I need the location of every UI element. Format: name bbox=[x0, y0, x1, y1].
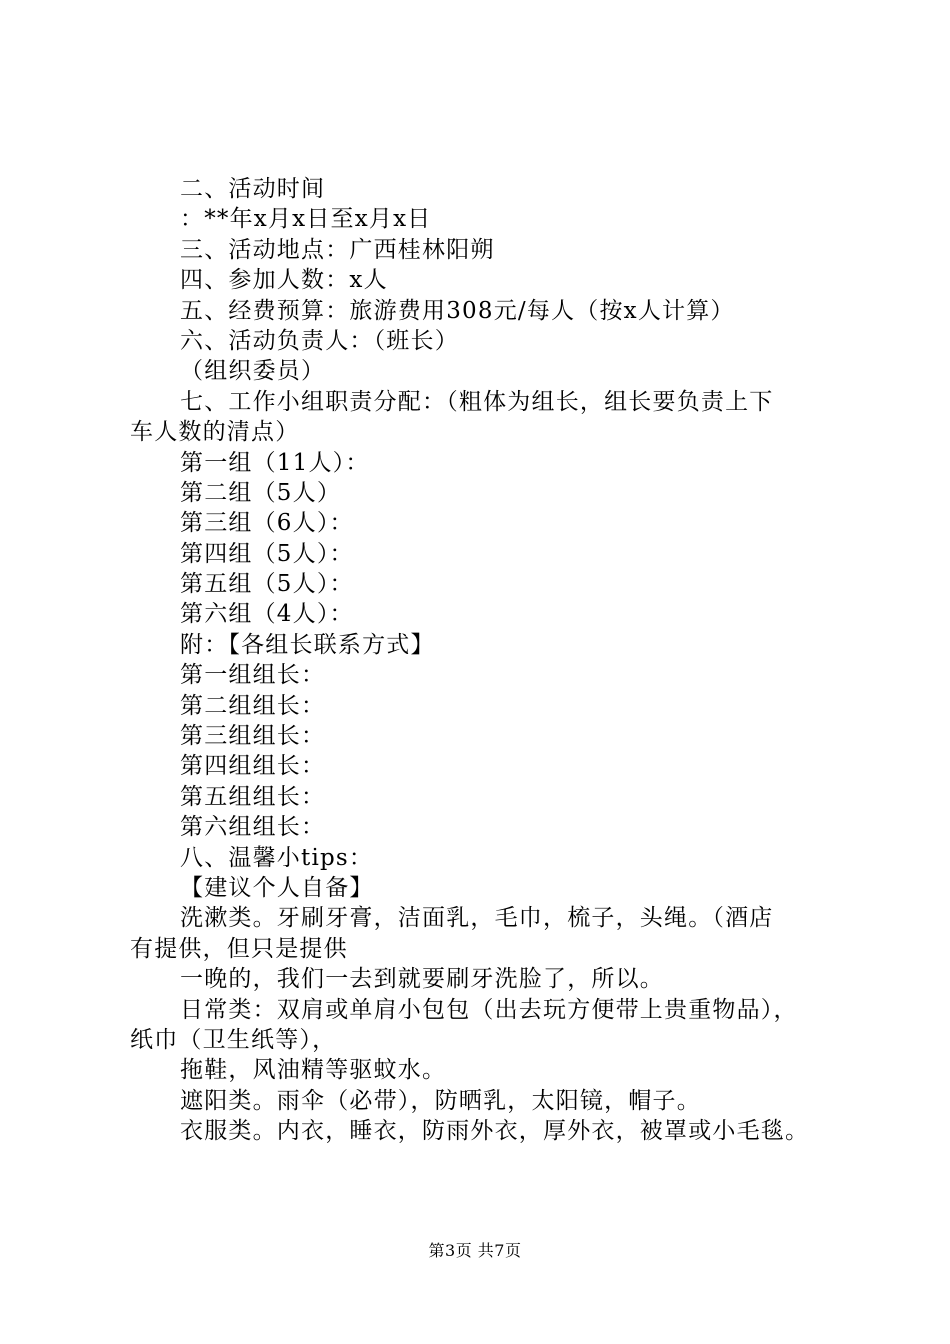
tip-toiletries-note: 一晚的，我们一去到就要刷牙洗脸了，所以。 bbox=[180, 966, 664, 993]
tip-toiletries-continuation: 有提供，但只是提供 bbox=[130, 935, 348, 962]
contact-item-5: 第五组组长： bbox=[180, 783, 326, 810]
time-detail-line: ：**年x月x日至x月x日 bbox=[180, 206, 432, 233]
contact-item-4: 第四组组长： bbox=[180, 753, 326, 780]
contact-item-3: 第三组组长： bbox=[180, 723, 326, 750]
tip-sun-protection: 遮阳类。雨伞（必带），防晒乳，太阳镜，帽子。 bbox=[180, 1087, 701, 1114]
groups-heading-continuation: 车人数的清点） bbox=[130, 419, 300, 446]
tip-daily-continuation: 纸巾（卫生纸等）， bbox=[130, 1026, 337, 1053]
group-item-5: 第五组（5人）： bbox=[180, 571, 354, 598]
contact-item-1: 第一组组长： bbox=[180, 662, 326, 689]
tips-subheading: 【建议个人自备】 bbox=[180, 874, 374, 901]
tip-clothing: 衣服类。内衣，睡衣，防雨外衣，厚外衣，被罩或小毛毯。 bbox=[180, 1118, 810, 1145]
page-number-footer: 第3页 共7页 bbox=[428, 1241, 522, 1260]
section-heading-participants: 四、参加人数：x人 bbox=[180, 267, 388, 294]
section-heading-groups: 七、工作小组职责分配：（粗体为组长，组长要负责上下 bbox=[180, 388, 774, 415]
section-heading-location: 三、活动地点：广西桂林阳朔 bbox=[180, 236, 495, 263]
section-heading-tips: 八、温馨小tips： bbox=[180, 844, 374, 871]
tip-toiletries: 洗漱类。牙刷牙膏，洁面乳，毛巾，梳子，头绳。（酒店 bbox=[180, 905, 774, 932]
document-body bbox=[130, 174, 860, 1147]
group-item-3: 第三组（6人）： bbox=[180, 510, 354, 537]
section-heading-budget: 五、经费预算：旅游费用308元/每人（按x人计算） bbox=[180, 297, 735, 324]
contact-item-2: 第二组组长： bbox=[180, 692, 326, 719]
group-item-6: 第六组（4人）： bbox=[180, 601, 354, 628]
tip-daily-note: 拖鞋，风油精等驱蚊水。 bbox=[180, 1057, 447, 1084]
contact-item-6: 第六组组长： bbox=[180, 814, 326, 841]
leader-detail-line: （组织委员） bbox=[180, 358, 326, 385]
group-item-1: 第一组（11人）： bbox=[180, 449, 370, 476]
section-heading-leader: 六、活动负责人：（班长） bbox=[180, 327, 459, 354]
contacts-heading: 附：【各组长联系方式】 bbox=[180, 631, 435, 658]
section-heading-time: 二、活动时间 bbox=[180, 176, 326, 202]
group-item-2: 第二组（5人） bbox=[180, 479, 342, 506]
tip-daily: 日常类：双肩或单肩小包包（出去玩方便带上贵重物品）， bbox=[180, 996, 798, 1023]
group-item-4: 第四组（5人）： bbox=[180, 540, 354, 567]
